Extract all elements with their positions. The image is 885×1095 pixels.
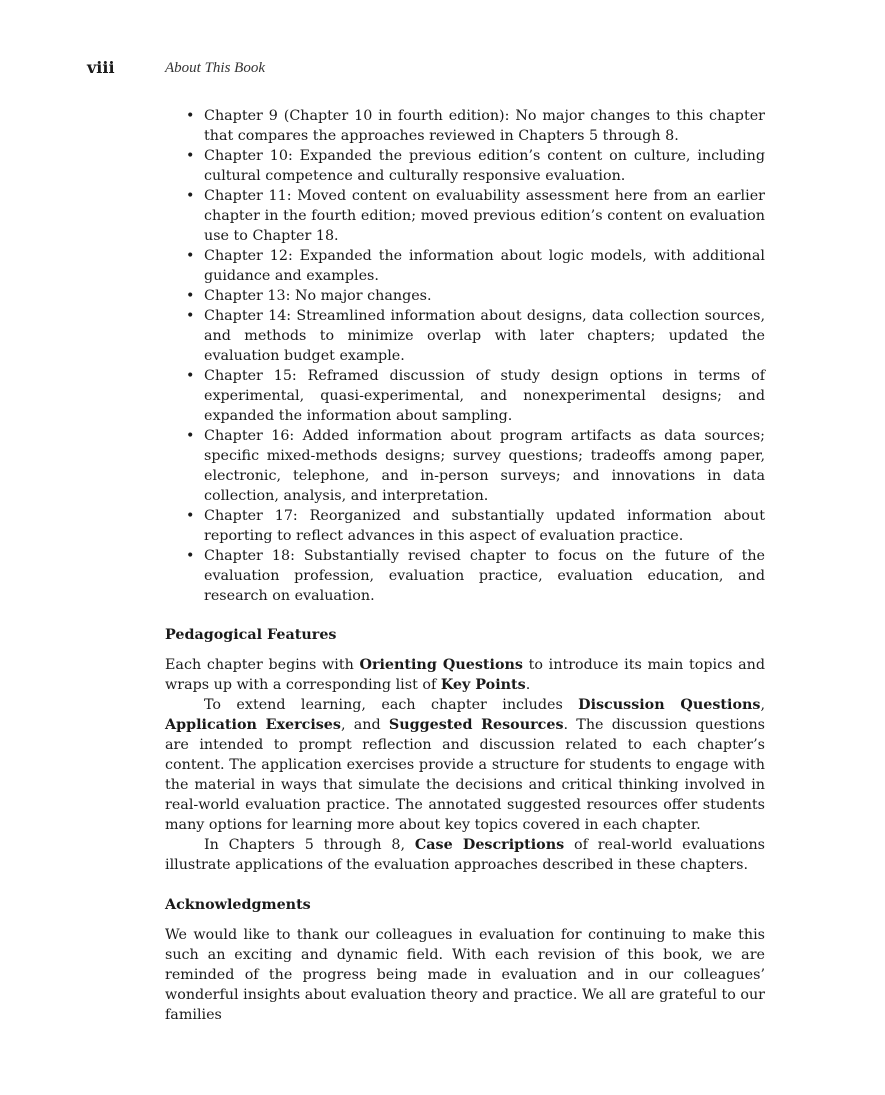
list-item [184, 506, 765, 546]
main-content [165, 625, 765, 1025]
bullet-icon: • [186, 548, 195, 564]
list-item [184, 366, 765, 426]
text-run: to introduce its main topics and wraps up with a corresponding list of [165, 657, 765, 693]
list-item-text: Chapter 18: Substantially revised chapter to focus on the future of the evaluation profession, evaluation practice, evaluation education, and research on evaluation. [204, 548, 765, 604]
bullet-icon: • [186, 148, 195, 164]
bold-term: Case Descriptions [414, 837, 565, 853]
text-run: , and [340, 717, 389, 733]
list-item-text: Chapter 17: Reorganized and substantially updated information about reporting to reflect advances in this aspect of evaluation practice. [204, 508, 765, 544]
list-item [184, 546, 765, 606]
acknowledgments-heading: Acknowledgments [165, 897, 311, 913]
text-run: Each chapter begins with [165, 657, 360, 673]
pedagogical-paragraph-2 [165, 695, 765, 835]
bold-term: Application Exercises [165, 717, 341, 733]
list-item [184, 186, 765, 246]
acknowledgments-paragraph: We would like to thank our colleagues in evaluation for continuing to make this such an exciting and dynamic field. With each revision of this book, we are reminded of the progress being made in evaluation and in our colleagues’ wonderful insights about evaluation theory and practice. We all are grateful to our families [165, 927, 765, 1023]
list-item [184, 286, 765, 306]
bullet-icon: • [186, 108, 195, 124]
bold-term: Suggested Resources [388, 717, 564, 733]
list-item-text: Chapter 11: Moved content on evaluability assessment here from an earlier chapter in the fourth edition; moved previous edition’s content on evaluation use to Chapter 18. [204, 188, 765, 244]
bullet-icon: • [186, 288, 195, 304]
pedagogical-paragraph-3 [165, 835, 765, 875]
list-item-text: Chapter 10: Expanded the previous edition’s content on culture, including cultural competence and culturally responsive evaluation. [204, 148, 765, 184]
text-run: To extend learning, each chapter includes [204, 697, 579, 713]
list-item-text: Chapter 13: No major changes. [204, 288, 432, 304]
list-item-text: Chapter 16: Added information about program artifacts as data sources; specific mixed-methods designs; survey questions; tradeoffs among paper, electronic, telephone, and in-person surveys; and innovations in data collection, analysis, and interpretation. [204, 428, 765, 504]
text-run: of real-world evaluations illustrate applications of the evaluation approaches described in these chapters. [165, 837, 765, 873]
pedagogical-features-heading: Pedagogical Features [165, 627, 337, 643]
list-item [184, 306, 765, 366]
bullet-icon: • [186, 428, 195, 444]
list-item-text: Chapter 14: Streamlined information about designs, data collection sources, and methods to minimize overlap with later chapters; updated the evaluation budget example. [204, 308, 765, 364]
bullet-icon: • [186, 248, 195, 264]
list-item [184, 106, 765, 146]
text-run: . The discussion questions are intended to prompt reflection and discussion related to each chapter’s content. The application exercises provide a structure for students to engage with the material in ways that simulate the decisions and critical thinking involved in real-world evaluation practice. The annotated suggested resources offer students many options for learning more about key topics covered in each chapter. [165, 717, 765, 833]
text-run: In Chapters 5 through 8, [204, 837, 415, 853]
list-item [184, 426, 765, 506]
page-number: viii [87, 58, 115, 77]
bullet-icon: • [186, 508, 195, 524]
chapter-changes-list [184, 106, 765, 606]
bullet-icon: • [186, 308, 195, 324]
list-item-text: Chapter 15: Reframed discussion of study design options in terms of experimental, quasi-experimental, and nonexperimental designs; and expanded the information about sampling. [204, 368, 765, 424]
bullet-icon: • [186, 368, 195, 384]
text-run: . [525, 677, 531, 693]
page-header [87, 57, 787, 79]
bullet-icon: • [186, 188, 195, 204]
bold-term: Discussion Questions [578, 697, 761, 713]
list-item-text: Chapter 12: Expanded the information about logic models, with additional guidance and examples. [204, 248, 765, 284]
list-item [184, 246, 765, 286]
list-item-text: Chapter 9 (Chapter 10 in fourth edition): No major changes to this chapter that compares the approaches reviewed in Chapters 5 through 8. [204, 108, 765, 144]
list-item [184, 146, 765, 186]
bold-term: Key Points [440, 677, 526, 693]
running-title: About This Book [165, 60, 265, 76]
pedagogical-paragraph-1 [165, 655, 765, 695]
text-run: , [760, 697, 765, 713]
bold-term: Orienting Questions [359, 657, 523, 673]
